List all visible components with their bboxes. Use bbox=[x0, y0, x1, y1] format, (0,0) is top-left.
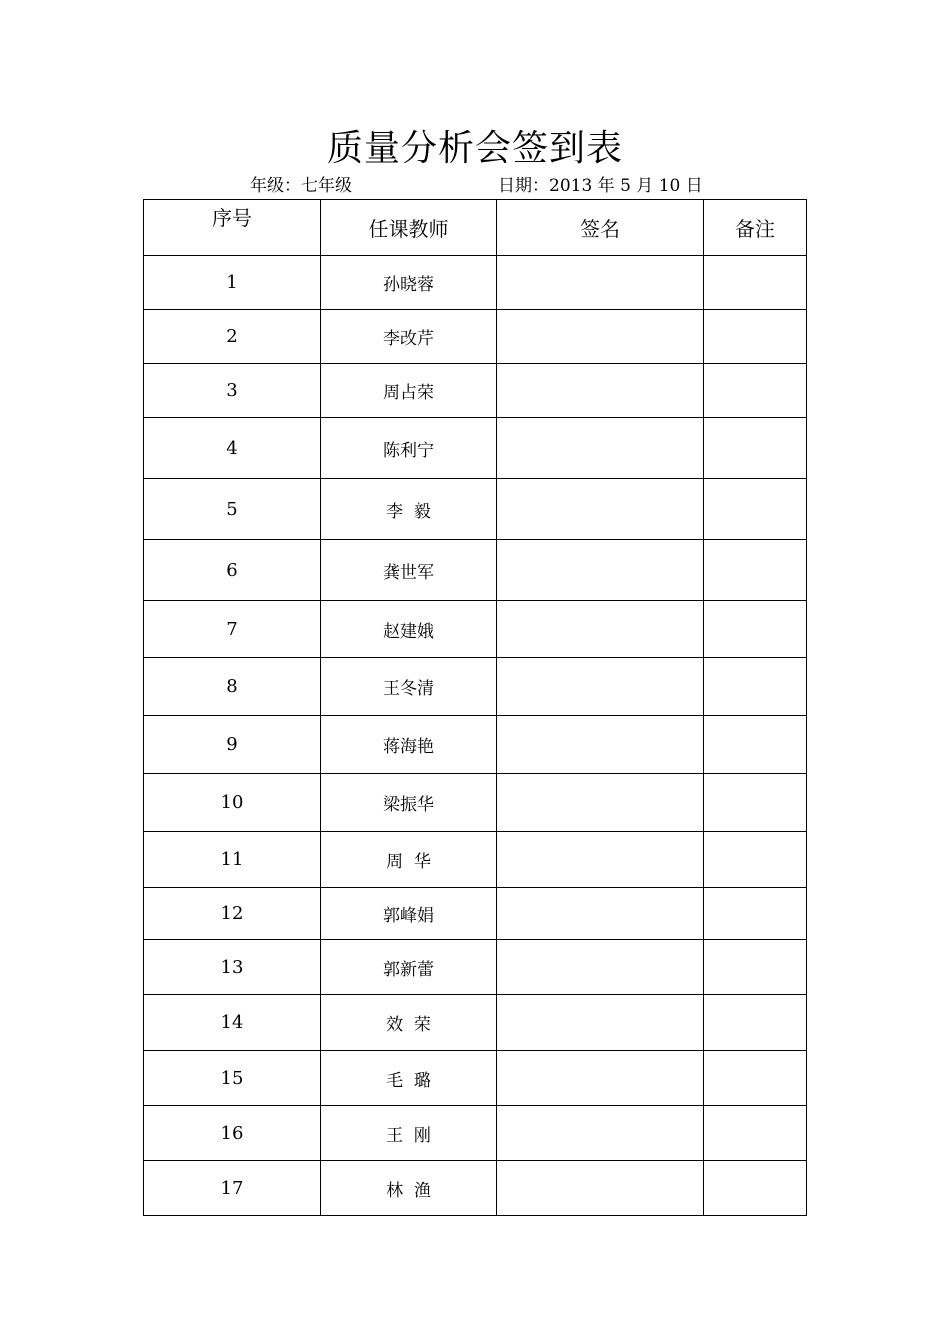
table-row bbox=[144, 256, 807, 310]
cell-signature[interactable] bbox=[497, 832, 704, 888]
cell-note[interactable] bbox=[704, 540, 807, 601]
cell-note[interactable] bbox=[704, 716, 807, 774]
cell-teacher: 王 刚 bbox=[321, 1106, 497, 1161]
cell-note[interactable] bbox=[704, 995, 807, 1051]
cell-signature[interactable] bbox=[497, 601, 704, 658]
cell-note[interactable] bbox=[704, 658, 807, 716]
table-row bbox=[144, 310, 807, 364]
cell-signature[interactable] bbox=[497, 418, 704, 479]
cell-note[interactable] bbox=[704, 256, 807, 310]
header-signature: 签名 bbox=[497, 200, 704, 256]
cell-teacher: 王冬清 bbox=[321, 658, 497, 716]
cell-signature[interactable] bbox=[497, 658, 704, 716]
cell-teacher: 郭新蕾 bbox=[321, 940, 497, 995]
table-row bbox=[144, 716, 807, 774]
cell-serial-number: 6 bbox=[144, 540, 321, 601]
table-row bbox=[144, 832, 807, 888]
cell-signature[interactable] bbox=[497, 479, 704, 540]
cell-serial-number: 16 bbox=[144, 1106, 321, 1161]
table-row bbox=[144, 1051, 807, 1106]
header-teacher: 任课教师 bbox=[321, 200, 497, 256]
cell-serial-number: 4 bbox=[144, 418, 321, 479]
cell-note[interactable] bbox=[704, 310, 807, 364]
cell-serial-number: 11 bbox=[144, 832, 321, 888]
cell-serial-number: 10 bbox=[144, 774, 321, 832]
cell-serial-number: 7 bbox=[144, 601, 321, 658]
cell-serial-number: 5 bbox=[144, 479, 321, 540]
cell-signature[interactable] bbox=[497, 364, 704, 418]
cell-teacher: 周占荣 bbox=[321, 364, 497, 418]
table-row bbox=[144, 364, 807, 418]
cell-serial-number: 1 bbox=[144, 256, 321, 310]
cell-note[interactable] bbox=[704, 832, 807, 888]
cell-signature[interactable] bbox=[497, 995, 704, 1051]
table-row bbox=[144, 1106, 807, 1161]
cell-note[interactable] bbox=[704, 888, 807, 940]
table-row bbox=[144, 479, 807, 540]
cell-teacher: 林 渔 bbox=[321, 1161, 497, 1216]
cell-signature[interactable] bbox=[497, 716, 704, 774]
table-row bbox=[144, 540, 807, 601]
cell-serial-number: 14 bbox=[144, 995, 321, 1051]
cell-teacher: 郭峰娟 bbox=[321, 888, 497, 940]
cell-note[interactable] bbox=[704, 940, 807, 995]
cell-serial-number: 3 bbox=[144, 364, 321, 418]
cell-note[interactable] bbox=[704, 1051, 807, 1106]
table-row bbox=[144, 658, 807, 716]
cell-teacher: 周 华 bbox=[321, 832, 497, 888]
cell-teacher: 龚世军 bbox=[321, 540, 497, 601]
cell-note[interactable] bbox=[704, 418, 807, 479]
cell-signature[interactable] bbox=[497, 774, 704, 832]
table-row bbox=[144, 940, 807, 995]
cell-signature[interactable] bbox=[497, 310, 704, 364]
cell-note[interactable] bbox=[704, 364, 807, 418]
table-row bbox=[144, 1161, 807, 1216]
cell-note[interactable] bbox=[704, 1106, 807, 1161]
cell-signature[interactable] bbox=[497, 256, 704, 310]
table-row bbox=[144, 774, 807, 832]
table-header-row bbox=[144, 200, 807, 256]
cell-teacher: 梁振华 bbox=[321, 774, 497, 832]
cell-note[interactable] bbox=[704, 1161, 807, 1216]
date-label: 日期：2013 年 5 月 10 日 bbox=[498, 176, 703, 196]
sign-in-table bbox=[143, 199, 807, 1216]
cell-teacher: 李 毅 bbox=[321, 479, 497, 540]
table-row bbox=[144, 995, 807, 1051]
table-row bbox=[144, 888, 807, 940]
cell-serial-number: 17 bbox=[144, 1161, 321, 1216]
cell-serial-number: 12 bbox=[144, 888, 321, 940]
cell-signature[interactable] bbox=[497, 1106, 704, 1161]
cell-teacher: 效 荣 bbox=[321, 995, 497, 1051]
cell-note[interactable] bbox=[704, 601, 807, 658]
cell-serial-number: 2 bbox=[144, 310, 321, 364]
header-serial-number: 序号 bbox=[144, 200, 321, 256]
cell-signature[interactable] bbox=[497, 888, 704, 940]
cell-serial-number: 13 bbox=[144, 940, 321, 995]
cell-teacher: 孙晓蓉 bbox=[321, 256, 497, 310]
cell-teacher: 蒋海艳 bbox=[321, 716, 497, 774]
cell-note[interactable] bbox=[704, 774, 807, 832]
page-title: 质量分析会签到表 bbox=[326, 128, 623, 169]
table-row bbox=[144, 418, 807, 479]
cell-teacher: 李改芹 bbox=[321, 310, 497, 364]
cell-note[interactable] bbox=[704, 479, 807, 540]
cell-teacher: 毛 璐 bbox=[321, 1051, 497, 1106]
cell-teacher: 赵建娥 bbox=[321, 601, 497, 658]
cell-serial-number: 9 bbox=[144, 716, 321, 774]
grade-label: 年级：七年级 bbox=[250, 176, 352, 196]
cell-serial-number: 8 bbox=[144, 658, 321, 716]
cell-signature[interactable] bbox=[497, 1161, 704, 1216]
cell-serial-number: 15 bbox=[144, 1051, 321, 1106]
cell-signature[interactable] bbox=[497, 1051, 704, 1106]
cell-signature[interactable] bbox=[497, 940, 704, 995]
cell-teacher: 陈利宁 bbox=[321, 418, 497, 479]
cell-signature[interactable] bbox=[497, 540, 704, 601]
table-row bbox=[144, 601, 807, 658]
header-note: 备注 bbox=[704, 200, 807, 256]
